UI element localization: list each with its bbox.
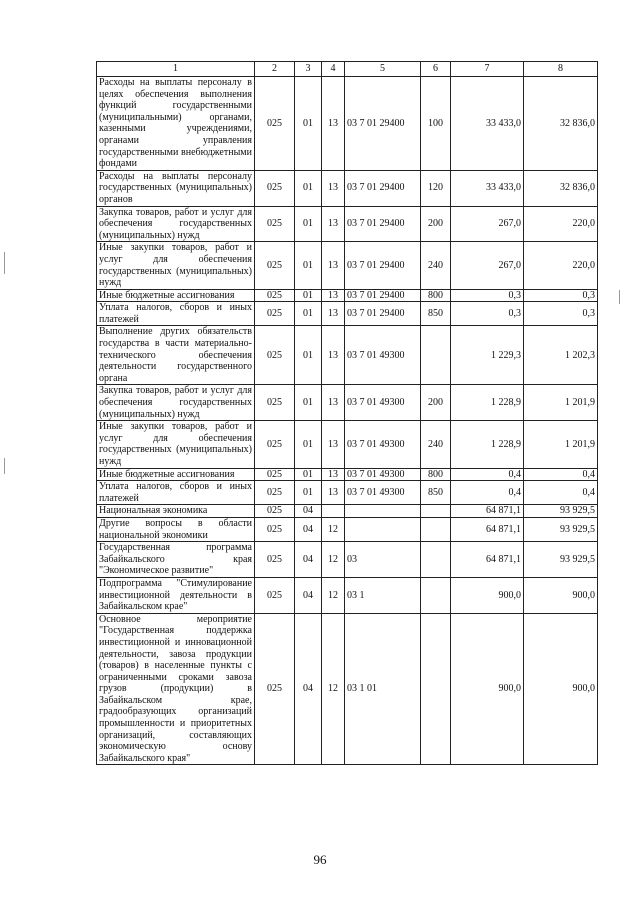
table-row xyxy=(97,385,598,421)
amount-year2-cell: 93 929,5 xyxy=(524,542,598,578)
target-article-cell: 03 1 xyxy=(345,577,421,613)
subsection-code-cell: 13 xyxy=(322,326,345,385)
row-name-cell: Иные закупки товаров, работ и услуг для обеспечения государственных (муниципальных) нужд xyxy=(97,421,255,468)
amount-year1-cell: 64 871,1 xyxy=(451,517,524,541)
section-code-cell: 01 xyxy=(295,421,322,468)
table-row xyxy=(97,170,598,206)
header-cell: 4 xyxy=(322,62,345,77)
scan-mark xyxy=(4,458,5,474)
ved-code-cell: 025 xyxy=(255,170,295,206)
expense-type-cell xyxy=(421,542,451,578)
target-article-cell: 03 7 01 49300 xyxy=(345,385,421,421)
target-article-cell: 03 7 01 49300 xyxy=(345,421,421,468)
amount-year1-cell: 1 229,3 xyxy=(451,326,524,385)
row-name-cell: Выполнение других обязательств государства в части материально-технического обеспечения деятельности государственного органа xyxy=(97,326,255,385)
row-name-cell: Расходы на выплаты персоналу государственных (муниципальных) органов xyxy=(97,170,255,206)
target-article-cell: 03 7 01 49300 xyxy=(345,481,421,505)
row-name-cell: Государственная программа Забайкальского края "Экономическое развитие" xyxy=(97,542,255,578)
amount-year1-cell: 64 871,1 xyxy=(451,505,524,518)
header-cell: 5 xyxy=(345,62,421,77)
amount-year1-cell: 33 433,0 xyxy=(451,77,524,171)
amount-year2-cell: 220,0 xyxy=(524,242,598,289)
row-name-cell: Иные закупки товаров, работ и услуг для обеспечения государственных (муниципальных) нужд xyxy=(97,242,255,289)
table-header-row xyxy=(97,62,598,77)
subsection-code-cell: 13 xyxy=(322,421,345,468)
table-row xyxy=(97,206,598,242)
expense-type-cell xyxy=(421,326,451,385)
amount-year1-cell: 900,0 xyxy=(451,613,524,765)
table-row xyxy=(97,505,598,518)
subsection-code-cell: 12 xyxy=(322,542,345,578)
amount-year1-cell: 900,0 xyxy=(451,577,524,613)
section-code-cell: 04 xyxy=(295,613,322,765)
amount-year2-cell: 1 201,9 xyxy=(524,421,598,468)
amount-year1-cell: 0,3 xyxy=(451,302,524,326)
subsection-code-cell: 13 xyxy=(322,481,345,505)
row-name-cell: Закупка товаров, работ и услуг для обеспечения государственных (муниципальных) нужд xyxy=(97,385,255,421)
expense-type-cell: 800 xyxy=(421,468,451,481)
header-cell: 7 xyxy=(451,62,524,77)
page-number: 96 xyxy=(313,852,327,867)
expense-type-cell xyxy=(421,613,451,765)
table-row xyxy=(97,542,598,578)
ved-code-cell: 025 xyxy=(255,468,295,481)
target-article-cell: 03 1 01 xyxy=(345,613,421,765)
table-row xyxy=(97,468,598,481)
amount-year2-cell: 0,4 xyxy=(524,468,598,481)
row-name-cell: Основное мероприятие "Государственная поддержка инвестиционной и инновационной деятельности, завоза продукции (товаров) в населенные пункты с ограниченными сроками завоза грузов (продукции) в Забайкальском крае, градообразующих организаций промышленности и приоритетных организаций, составляющих экономическую основу Забайкальского края" xyxy=(97,613,255,765)
amount-year2-cell: 32 836,0 xyxy=(524,170,598,206)
subsection-code-cell: 13 xyxy=(322,206,345,242)
header-cell: 6 xyxy=(421,62,451,77)
section-code-cell: 01 xyxy=(295,242,322,289)
target-article-cell: 03 7 01 29400 xyxy=(345,242,421,289)
expense-type-cell xyxy=(421,517,451,541)
expense-type-cell: 240 xyxy=(421,242,451,289)
target-article-cell: 03 7 01 29400 xyxy=(345,170,421,206)
ved-code-cell: 025 xyxy=(255,77,295,171)
target-article-cell xyxy=(345,505,421,518)
row-name-cell: Подпрограмма "Стимулирование инвестиционной деятельности в Забайкальском крае" xyxy=(97,577,255,613)
row-name-cell: Иные бюджетные ассигнования xyxy=(97,289,255,302)
amount-year2-cell: 0,4 xyxy=(524,481,598,505)
subsection-code-cell: 13 xyxy=(322,289,345,302)
row-name-cell: Национальная экономика xyxy=(97,505,255,518)
amount-year1-cell: 0,4 xyxy=(451,468,524,481)
amount-year2-cell: 32 836,0 xyxy=(524,77,598,171)
expense-type-cell: 240 xyxy=(421,421,451,468)
expense-type-cell: 800 xyxy=(421,289,451,302)
expense-type-cell: 100 xyxy=(421,77,451,171)
expense-type-cell xyxy=(421,505,451,518)
expense-type-cell: 850 xyxy=(421,481,451,505)
amount-year2-cell: 0,3 xyxy=(524,289,598,302)
ved-code-cell: 025 xyxy=(255,481,295,505)
header-cell: 1 xyxy=(97,62,255,77)
table-row xyxy=(97,289,598,302)
table-row xyxy=(97,302,598,326)
section-code-cell: 01 xyxy=(295,289,322,302)
header-cell: 8 xyxy=(524,62,598,77)
expense-type-cell: 200 xyxy=(421,206,451,242)
ved-code-cell: 025 xyxy=(255,542,295,578)
target-article-cell: 03 7 01 29400 xyxy=(345,302,421,326)
subsection-code-cell: 13 xyxy=(322,302,345,326)
target-article-cell: 03 7 01 29400 xyxy=(345,206,421,242)
amount-year1-cell: 64 871,1 xyxy=(451,542,524,578)
target-article-cell: 03 xyxy=(345,542,421,578)
ved-code-cell: 025 xyxy=(255,242,295,289)
budget-table xyxy=(96,61,598,765)
amount-year2-cell: 900,0 xyxy=(524,577,598,613)
table-row xyxy=(97,517,598,541)
row-name-cell: Иные бюджетные ассигнования xyxy=(97,468,255,481)
subsection-code-cell: 13 xyxy=(322,468,345,481)
section-code-cell: 01 xyxy=(295,481,322,505)
row-name-cell: Закупка товаров, работ и услуг для обеспечения государственных (муниципальных) нужд xyxy=(97,206,255,242)
subsection-code-cell: 13 xyxy=(322,170,345,206)
amount-year2-cell: 93 929,5 xyxy=(524,505,598,518)
ved-code-cell: 025 xyxy=(255,613,295,765)
target-article-cell: 03 7 01 49300 xyxy=(345,326,421,385)
header-cell: 3 xyxy=(295,62,322,77)
row-name-cell: Уплата налогов, сборов и иных платежей xyxy=(97,481,255,505)
section-code-cell: 01 xyxy=(295,206,322,242)
ved-code-cell: 025 xyxy=(255,421,295,468)
table-body xyxy=(97,77,598,765)
ved-code-cell: 025 xyxy=(255,385,295,421)
section-code-cell: 01 xyxy=(295,385,322,421)
target-article-cell xyxy=(345,517,421,541)
amount-year2-cell: 1 201,9 xyxy=(524,385,598,421)
amount-year1-cell: 33 433,0 xyxy=(451,170,524,206)
section-code-cell: 04 xyxy=(295,517,322,541)
amount-year2-cell: 900,0 xyxy=(524,613,598,765)
ved-code-cell: 025 xyxy=(255,577,295,613)
amount-year1-cell: 267,0 xyxy=(451,242,524,289)
ved-code-cell: 025 xyxy=(255,302,295,326)
header-cell: 2 xyxy=(255,62,295,77)
target-article-cell: 03 7 01 29400 xyxy=(345,77,421,171)
table-row xyxy=(97,613,598,765)
scan-mark xyxy=(4,252,5,274)
target-article-cell: 03 7 01 29400 xyxy=(345,289,421,302)
subsection-code-cell: 13 xyxy=(322,77,345,171)
section-code-cell: 01 xyxy=(295,170,322,206)
amount-year1-cell: 0,4 xyxy=(451,481,524,505)
table-row xyxy=(97,326,598,385)
table-row xyxy=(97,242,598,289)
target-article-cell: 03 7 01 49300 xyxy=(345,468,421,481)
ved-code-cell: 025 xyxy=(255,289,295,302)
section-code-cell: 01 xyxy=(295,468,322,481)
ved-code-cell: 025 xyxy=(255,326,295,385)
amount-year1-cell: 1 228,9 xyxy=(451,421,524,468)
section-code-cell: 01 xyxy=(295,77,322,171)
row-name-cell: Другие вопросы в области национальной экономики xyxy=(97,517,255,541)
scan-mark xyxy=(619,290,620,304)
ved-code-cell: 025 xyxy=(255,517,295,541)
subsection-code-cell xyxy=(322,505,345,518)
table-row xyxy=(97,481,598,505)
subsection-code-cell: 12 xyxy=(322,577,345,613)
section-code-cell: 01 xyxy=(295,302,322,326)
section-code-cell: 04 xyxy=(295,542,322,578)
amount-year1-cell: 0,3 xyxy=(451,289,524,302)
section-code-cell: 01 xyxy=(295,326,322,385)
ved-code-cell: 025 xyxy=(255,505,295,518)
row-name-cell: Расходы на выплаты персоналу в целях обеспечения выполнения функций государственными (муниципальными) органами, казенными учреждениями, органами управления государственными внебюджетными фондами xyxy=(97,77,255,171)
section-code-cell: 04 xyxy=(295,577,322,613)
table-row xyxy=(97,577,598,613)
ved-code-cell: 025 xyxy=(255,206,295,242)
table-row xyxy=(97,421,598,468)
amount-year2-cell: 220,0 xyxy=(524,206,598,242)
amount-year1-cell: 1 228,9 xyxy=(451,385,524,421)
amount-year2-cell: 93 929,5 xyxy=(524,517,598,541)
expense-type-cell xyxy=(421,577,451,613)
subsection-code-cell: 12 xyxy=(322,517,345,541)
table-row xyxy=(97,77,598,171)
subsection-code-cell: 13 xyxy=(322,385,345,421)
expense-type-cell: 200 xyxy=(421,385,451,421)
subsection-code-cell: 12 xyxy=(322,613,345,765)
amount-year1-cell: 267,0 xyxy=(451,206,524,242)
amount-year2-cell: 0,3 xyxy=(524,302,598,326)
amount-year2-cell: 1 202,3 xyxy=(524,326,598,385)
expense-type-cell: 120 xyxy=(421,170,451,206)
expense-type-cell: 850 xyxy=(421,302,451,326)
section-code-cell: 04 xyxy=(295,505,322,518)
subsection-code-cell: 13 xyxy=(322,242,345,289)
row-name-cell: Уплата налогов, сборов и иных платежей xyxy=(97,302,255,326)
